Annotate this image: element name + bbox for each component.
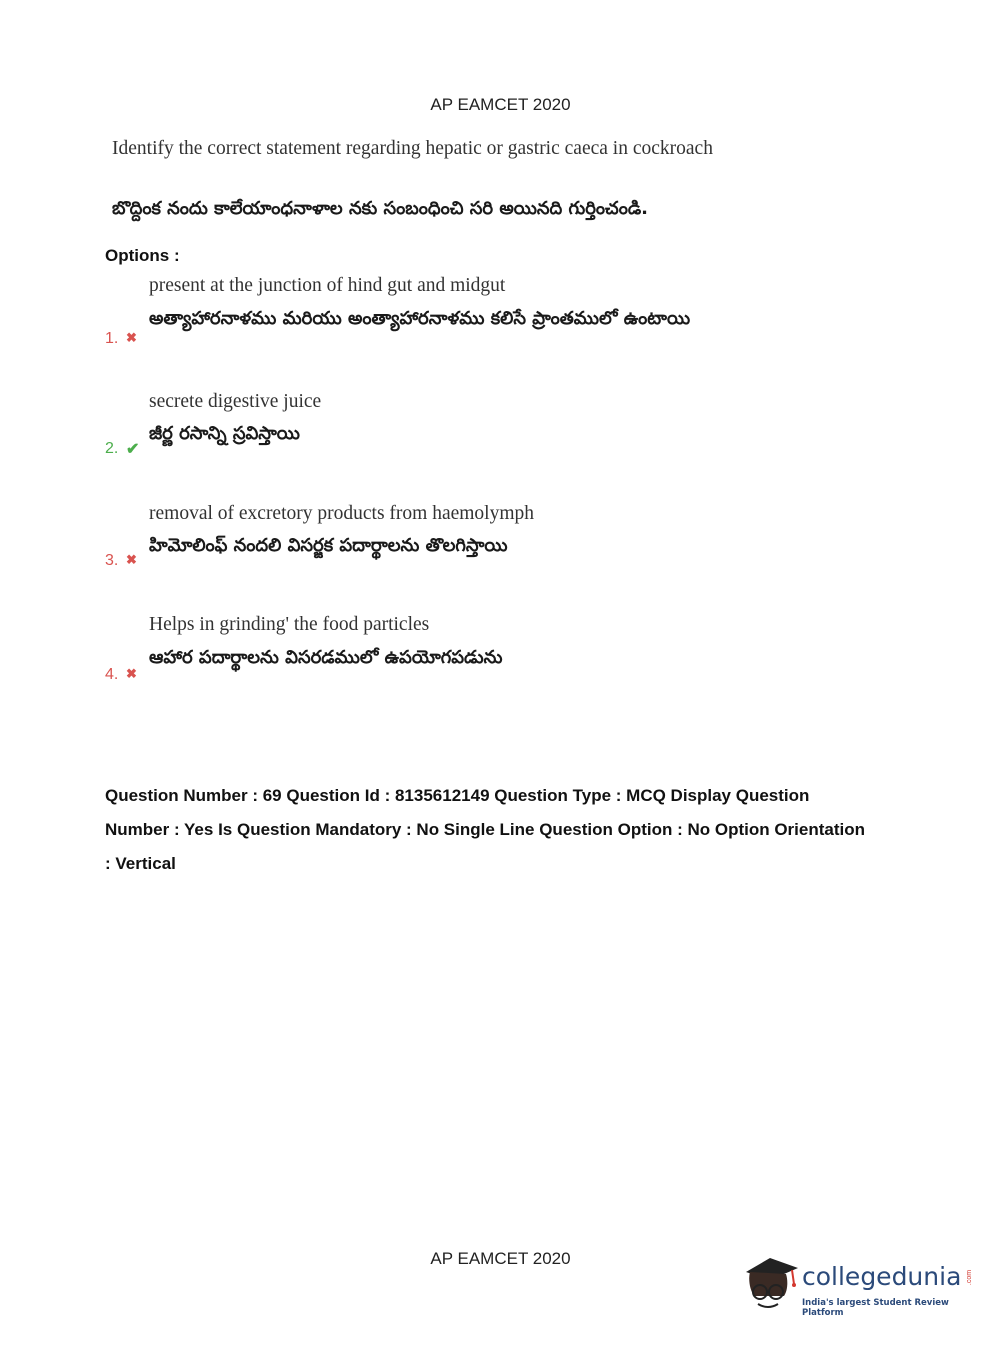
question-text-english: Identify the correct statement regarding hepatic or gastric caeca in cockroach (112, 138, 713, 159)
question-metadata: Question Number : 69 Question Id : 8135612149 Question Type : MCQ Display Question Number : Yes Is Question Mandatory : No Single Line Question Option : No Option Orientation : Vertical (105, 786, 866, 873)
page-header: AP EAMCET 2020 (430, 95, 571, 114)
options-label: Options : (105, 246, 180, 265)
logo-wordmark: collegedunia (802, 1262, 962, 1291)
option-2-english: secrete digestive juice (149, 391, 322, 412)
wrong-cross-icon: ✖ (126, 666, 137, 681)
wrong-cross-icon: ✖ (126, 552, 137, 567)
wrong-cross-icon: ✖ (126, 330, 137, 345)
correct-check-icon: ✔ (126, 441, 140, 458)
logo-suffix: .com (966, 1269, 974, 1286)
page-footer: AP EAMCET 2020 (430, 1249, 571, 1268)
option-4-telugu: ఆహార పదార్థాలను విసరడములో ఉపయోగపడును (149, 647, 503, 668)
option-3-telugu: హిమోలింఫ్ నందలి విసర్జక పదార్థాలను తొలగిస్తాయి (149, 535, 508, 556)
question-text-telugu: బొద్దింక నందు కాలేయాంధనాళాల నకు సంబంధించి సరి అయినది గుర్తించండి. (112, 198, 648, 219)
option-2-number: 2. (105, 440, 119, 457)
mascot-icon (740, 1250, 802, 1314)
collegedunia-logo (740, 1248, 974, 1318)
option-1-number: 1. (105, 330, 119, 347)
option-4-english: Helps in grinding' the food particles (149, 614, 430, 635)
option-2-telugu: జీర్ణ రసాన్ని స్రవిస్తాయి (149, 423, 300, 444)
option-4-number: 4. (105, 666, 119, 683)
logo-tagline: India's largest Student Review Platform (802, 1298, 949, 1318)
option-1-english: present at the junction of hind gut and midgut (149, 275, 506, 296)
option-3-english: removal of excretory products from haemolymph (149, 503, 535, 524)
option-1-telugu: అత్యాహారనాళము మరియు అంత్యాహారనాళము కలిసే ప్రాంతములో ఉంటాయి (149, 308, 691, 329)
option-3-number: 3. (105, 552, 119, 569)
